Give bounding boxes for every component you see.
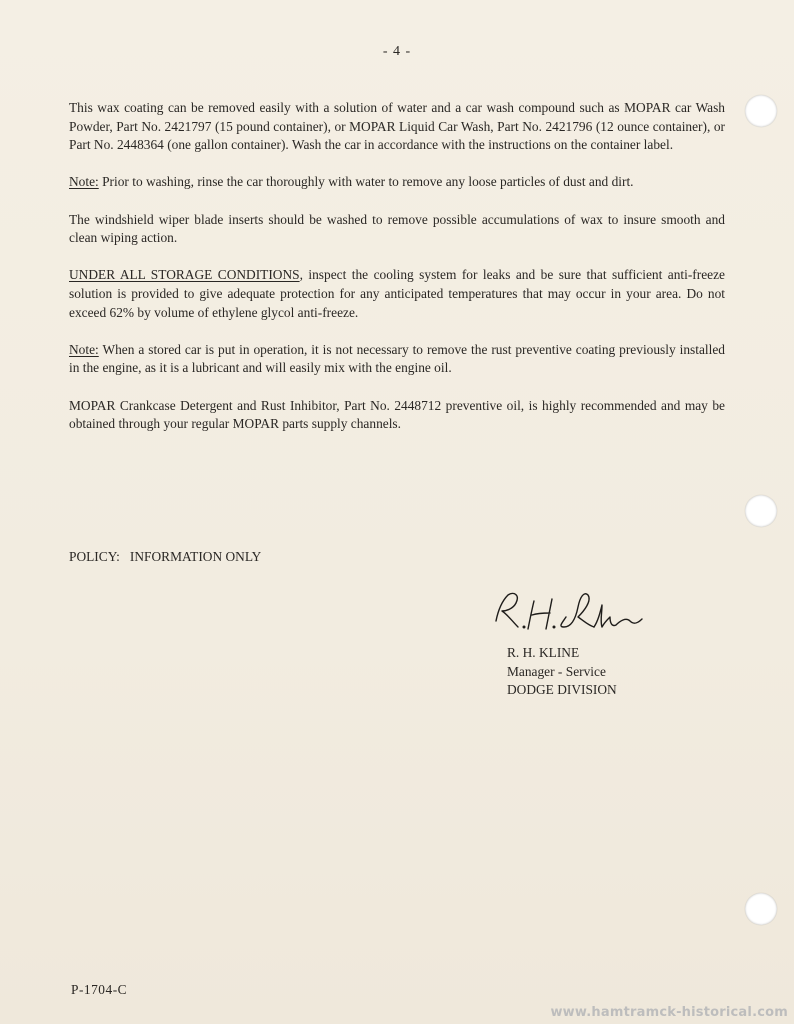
signer-division: DODGE DIVISION (507, 682, 617, 698)
note-text: When a stored car is put in operation, it is not necessary to remove the rust preventive coating previously installed in the engine, as it is a lubricant and will easily mix with the engine oil. (69, 341, 725, 376)
punch-hole (745, 95, 777, 127)
note-label: Note: (69, 341, 99, 357)
signature-graphic (488, 587, 648, 637)
paragraph-crankcase-detergent: MOPAR Crankcase Detergent and Rust Inhibitor, Part No. 2448712 preventive oil, is highly recommended and may be obtained through your regular MOPAR parts supply channels. (69, 397, 725, 432)
paragraph-note-washing (69, 173, 725, 192)
policy-line: POLICY: INFORMATION ONLY (69, 549, 262, 564)
paragraph-wax-removal: This wax coating can be removed easily with a solution of water and a car wash compound such as MOPAR car Wash Powder, Part No. 2421797 (15 pound container), or MOPAR Liquid Car Wash, Part No. 2421796 (12 ounce container), or Part No. 2448364 (one gallon container). Wash the car in accordance with the instructions on the container label. (69, 100, 725, 153)
paragraph-storage-conditions (69, 266, 725, 322)
signer-name: R. H. KLINE (507, 645, 580, 660)
paragraph-wiper-blades: The windshield wiper blade inserts should be washed to remove possible accumulations of wax to insure smooth and clean wiping action. (69, 211, 725, 246)
punch-hole (745, 893, 777, 925)
page-number: - 4 - (382, 44, 412, 59)
body-text (69, 99, 725, 452)
note-text: Prior to washing, rinse the car thoroughly with water to remove any loose particles of dust and dirt. (98, 174, 634, 190)
form-number: P-1704-C (71, 982, 128, 997)
paragraph-note-operation (69, 341, 725, 378)
signer-title: Manager - Service (507, 663, 606, 679)
signer-block (507, 644, 617, 700)
punch-hole (745, 495, 777, 527)
note-label: Note: (69, 174, 99, 190)
storage-conditions-text: , inspect the cooling system for leaks and be sure that sufficient anti-freeze solution is provided to give adequate protection for any anticipated temperatures that may occur in your area. Do not exceed 62% by volume of ethylene glycol anti-freeze. (69, 267, 725, 320)
storage-conditions-label: UNDER ALL STORAGE CONDITIONS (69, 267, 300, 283)
watermark: www.hamtramck-historical.com (550, 1005, 788, 1020)
